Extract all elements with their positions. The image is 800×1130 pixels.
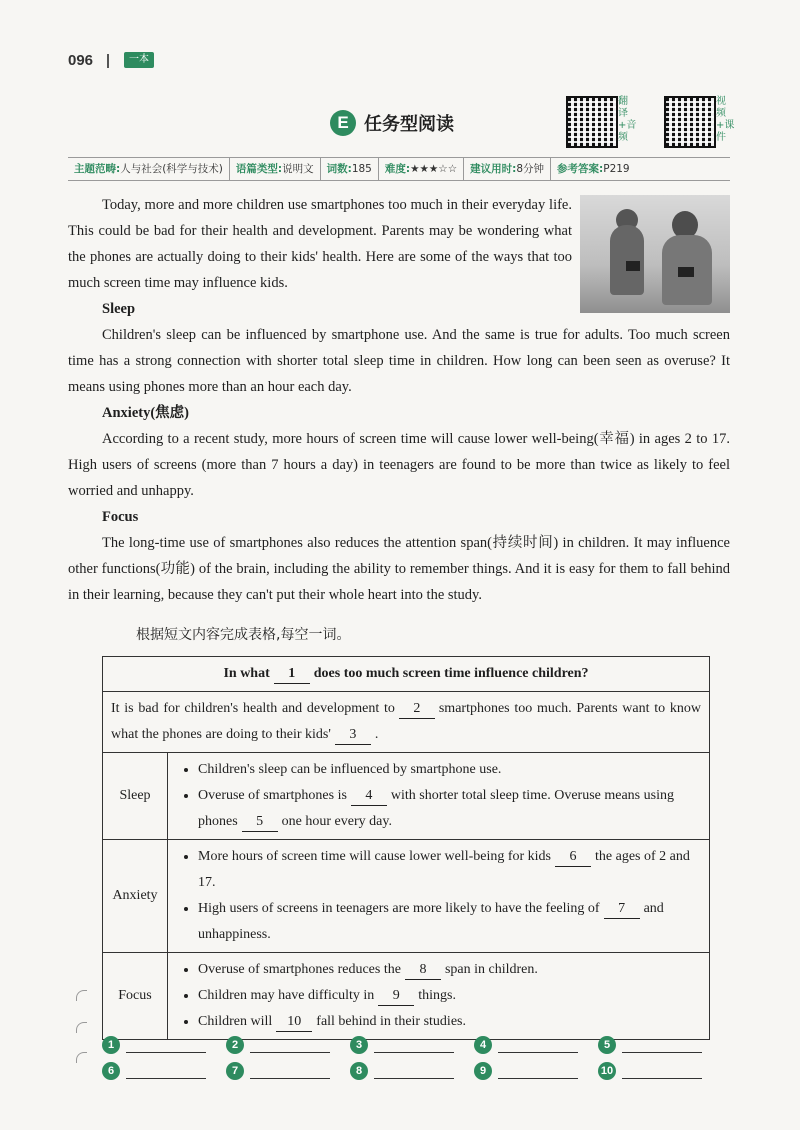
sleep-heading: Sleep xyxy=(102,301,136,317)
answer-slot-10[interactable] xyxy=(598,1062,722,1080)
answer-number-badge: 1 xyxy=(102,1036,120,1054)
blank-4[interactable]: 4 xyxy=(351,787,387,806)
brand-logo: 一本 xyxy=(124,52,154,68)
answer-line[interactable] xyxy=(374,1038,454,1053)
answer-line[interactable] xyxy=(498,1064,578,1079)
sleep-paragraph: Children's sleep can be influenced by smartphone use. And the same is true for adults. Too much screen time has a strong connection with shorter total sleep time in children. How long can been seen as overuse? It means using phones more than an hour each day. xyxy=(68,327,730,395)
meta-word-count: 词数:185 xyxy=(321,158,379,180)
meta-topic: 主题范畴:人与社会(科学与技术) xyxy=(68,158,230,180)
answer-line[interactable] xyxy=(622,1064,702,1079)
section-title: 任务型阅读 xyxy=(364,114,454,135)
section-header xyxy=(330,110,454,136)
meta-difficulty: 难度:★★★☆☆ xyxy=(379,158,464,180)
row-label-focus: Focus xyxy=(103,953,168,1040)
list-item: • Overuse of smartphones reduces the 8 span in children. xyxy=(198,957,701,983)
section-letter-badge: E xyxy=(330,110,356,136)
page-number: 096 xyxy=(68,52,94,69)
answer-line[interactable] xyxy=(126,1038,206,1053)
answer-number-badge: 6 xyxy=(102,1062,120,1080)
table-title: In what 1 does too much screen time influence children? xyxy=(103,657,710,692)
qr-code-translation[interactable] xyxy=(566,96,618,148)
anxiety-heading: Anxiety(焦虑) xyxy=(102,405,189,421)
intro-paragraph: Today, more and more children use smartphones too much in their everyday life. This could be bad for their health and development. Parents may be wondering what the phones are actually doing to their kids' health. Here are some of the ways that too much screen time may influence kids. xyxy=(68,197,572,291)
table-intro-row xyxy=(103,692,710,753)
answer-slot-5[interactable] xyxy=(598,1036,722,1054)
answer-slot-4[interactable] xyxy=(474,1036,598,1054)
focus-heading: Focus xyxy=(102,509,139,525)
table-row-sleep xyxy=(103,753,710,840)
table-row-focus xyxy=(103,953,710,1040)
row-label-anxiety: Anxiety xyxy=(103,840,168,953)
answer-number-badge: 3 xyxy=(350,1036,368,1054)
page-separator xyxy=(107,54,109,68)
qr-label-translation: 翻译+音频 xyxy=(618,96,637,143)
answer-line[interactable] xyxy=(250,1038,330,1053)
list-item: • Children will 10 fall behind in their studies. xyxy=(198,1009,701,1035)
row-label-sleep: Sleep xyxy=(103,753,168,840)
meta-answer-ref: 参考答案:P219 xyxy=(557,163,630,175)
table-intro: It is bad for children's health and development to 2 smartphones too much. Parents want to know what the phones are doing to their kids' 3 . xyxy=(103,692,710,753)
answer-slot-2[interactable] xyxy=(226,1036,350,1054)
answer-slot-3[interactable] xyxy=(350,1036,474,1054)
focus-paragraph: The long-time use of smartphones also reduces the attention span(持续时间) in children. It may influence other functions(功能) of the brain, including the ability to remember things. And it is easy for them to fall behind in their learning, because they can't put their whole heart into the study. xyxy=(68,535,730,603)
answer-slot-8[interactable] xyxy=(350,1062,474,1080)
answer-slot-9[interactable] xyxy=(474,1062,598,1080)
answer-slot-1[interactable] xyxy=(102,1036,226,1054)
answer-line[interactable] xyxy=(622,1038,702,1053)
row-content-sleep xyxy=(168,753,710,840)
row-content-focus xyxy=(168,953,710,1040)
blank-5[interactable]: 5 xyxy=(242,813,278,832)
task-instruction: 根据短文内容完成表格,每空一词。 xyxy=(136,627,351,643)
table-title-row xyxy=(103,657,710,692)
answer-number-badge: 4 xyxy=(474,1036,492,1054)
blank-7[interactable]: 7 xyxy=(604,900,640,919)
table-row-anxiety xyxy=(103,840,710,953)
meta-bar xyxy=(68,157,730,181)
answer-number-badge: 10 xyxy=(598,1062,616,1080)
list-item: • High users of screens in teenagers are more likely to have the feeling of 7 and unhappiness. xyxy=(198,896,701,948)
qr-label-video: 视频+课件 xyxy=(716,96,735,143)
answer-number-badge: 8 xyxy=(350,1062,368,1080)
answer-line[interactable] xyxy=(374,1064,454,1079)
blank-6[interactable]: 6 xyxy=(555,848,591,867)
meta-suggested-time: 建议用时:8分钟 xyxy=(464,158,551,180)
answer-number-badge: 9 xyxy=(474,1062,492,1080)
list-item: • Children's sleep can be influenced by smartphone use. xyxy=(198,757,701,783)
answer-number-badge: 2 xyxy=(226,1036,244,1054)
blank-8[interactable]: 8 xyxy=(405,961,441,980)
answer-lines xyxy=(102,1036,722,1080)
margin-pencil-mark xyxy=(76,990,87,1001)
qr-code-video[interactable] xyxy=(664,96,716,148)
answer-slot-6[interactable] xyxy=(102,1062,226,1080)
margin-pencil-mark xyxy=(76,1022,87,1033)
answer-line[interactable] xyxy=(250,1064,330,1079)
list-item: • More hours of screen time will cause lower well-being for kids 6 the ages of 2 and 17. xyxy=(198,844,701,896)
passage-intro xyxy=(68,192,572,296)
list-item: • Children may have difficulty in 9 things. xyxy=(198,983,701,1009)
blank-10[interactable]: 10 xyxy=(276,1013,312,1032)
answer-slot-7[interactable] xyxy=(226,1062,350,1080)
row-content-anxiety xyxy=(168,840,710,953)
passage-body xyxy=(68,296,730,608)
blank-2[interactable]: 2 xyxy=(399,700,435,719)
answer-line[interactable] xyxy=(126,1064,206,1079)
answer-number-badge: 5 xyxy=(598,1036,616,1054)
blank-3[interactable]: 3 xyxy=(335,726,371,745)
answer-number-badge: 7 xyxy=(226,1062,244,1080)
blank-9[interactable]: 9 xyxy=(378,987,414,1006)
list-item: • Overuse of smartphones is 4 with shorter total sleep time. Overuse means using phones 5 one hour every day. xyxy=(198,783,701,835)
anxiety-paragraph: According to a recent study, more hours of screen time will cause lower well-being(幸福) in ages 2 to 17. High users of screens (more than 7 hours a day) in teenagers are found to be more than twice as likely to feel worried and unhappy. xyxy=(68,431,730,499)
blank-1[interactable]: 1 xyxy=(274,665,310,684)
meta-genre: 语篇类型:说明文 xyxy=(230,158,321,180)
margin-pencil-mark xyxy=(76,1052,87,1063)
answer-line[interactable] xyxy=(498,1038,578,1053)
task-table xyxy=(102,656,710,1040)
